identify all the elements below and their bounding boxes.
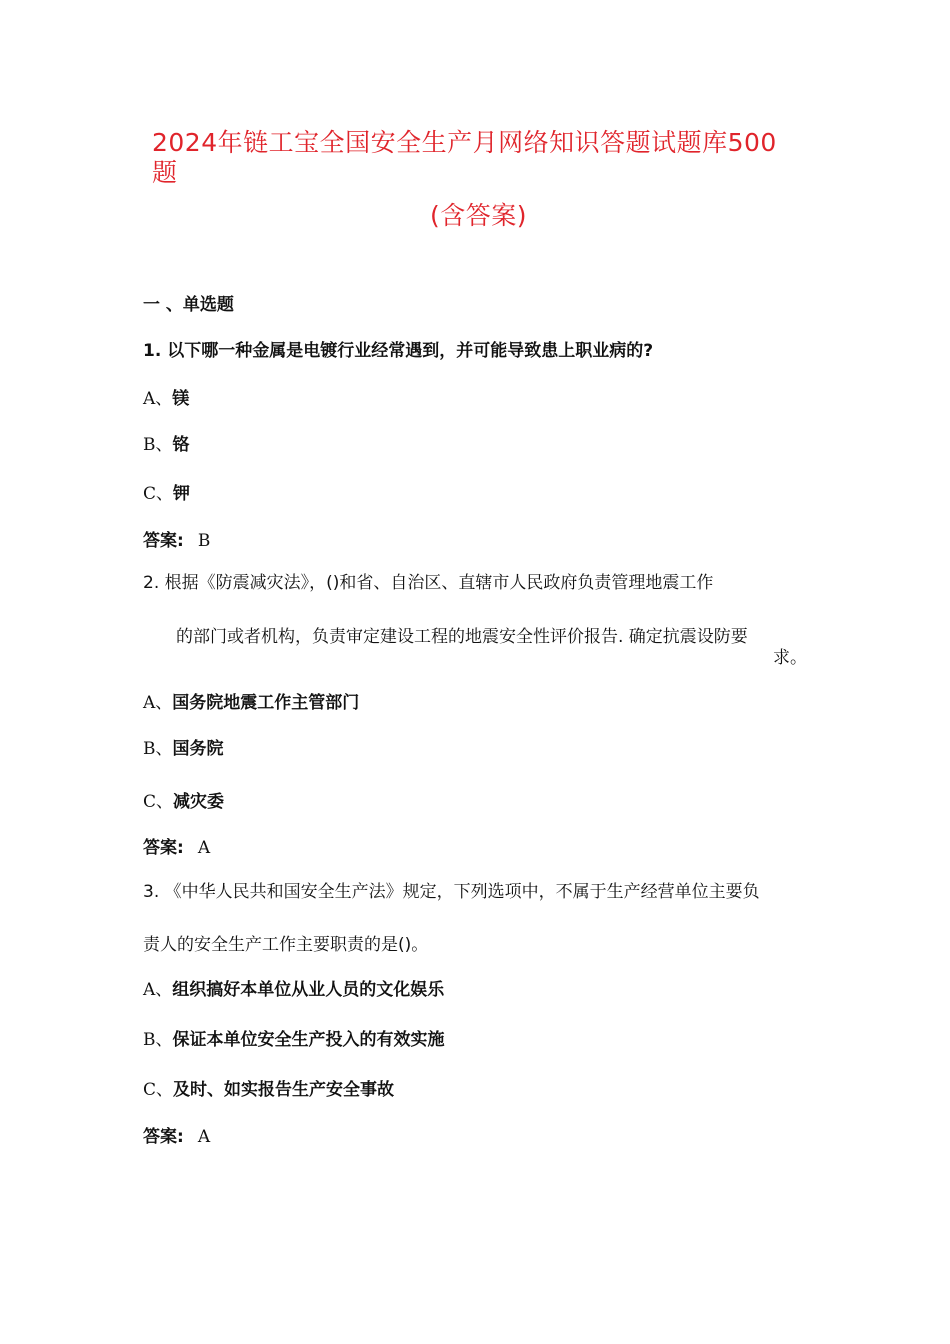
question-1-option-b: B、铬: [143, 435, 190, 455]
question-3-text-line-2: 责人的安全生产工作主要职责的是()。: [143, 935, 429, 955]
question-2-option-b: B、国务院: [143, 739, 224, 759]
question-2-option-c: C、减灾委: [143, 792, 225, 812]
question-3-option-a: A、组织搞好本单位从业人员的文化娱乐: [143, 980, 445, 1000]
question-1-option-c: C、钾: [143, 484, 191, 504]
question-3-option-c: C、及时、如实报告生产安全事故: [143, 1080, 395, 1100]
question-2-text-line-1: 2. 根据《防震减灾法》，()和省、自治区、直辖市人民政府负责管理地震工作: [143, 573, 714, 593]
question-3-answer: 答案: A: [143, 1127, 211, 1147]
document-title-line-2: 题: [152, 158, 178, 187]
question-1-text: 1. 以下哪一种金属是电镀行业经常遇到，并可能导致患上职业病的?: [143, 341, 654, 361]
question-2-text-line-2: 的部门或者机构，负责审定建设工程的地震安全性评价报告. 确定抗震设防要: [176, 627, 748, 647]
question-1-answer: 答案: B: [143, 531, 211, 551]
document-subtitle: (含答案): [430, 201, 528, 230]
section-heading: 一 、单选题: [143, 295, 234, 315]
question-3-option-b: B、保证本单位安全生产投入的有效实施: [143, 1030, 445, 1050]
question-1-option-a: A、镁: [143, 389, 190, 409]
question-2-text-line-3: 求。: [773, 648, 807, 668]
document-title-line-1: 2024年链工宝全国安全生产月网络知识答题试题库500: [152, 128, 777, 157]
question-2-option-a: A、国务院地震工作主管部门: [143, 693, 360, 713]
question-2-answer: 答案: A: [143, 838, 211, 858]
question-3-text-line-1: 3. 《中华人民共和国安全生产法》规定，下列选项中，不属于生产经营单位主要负: [143, 882, 760, 902]
